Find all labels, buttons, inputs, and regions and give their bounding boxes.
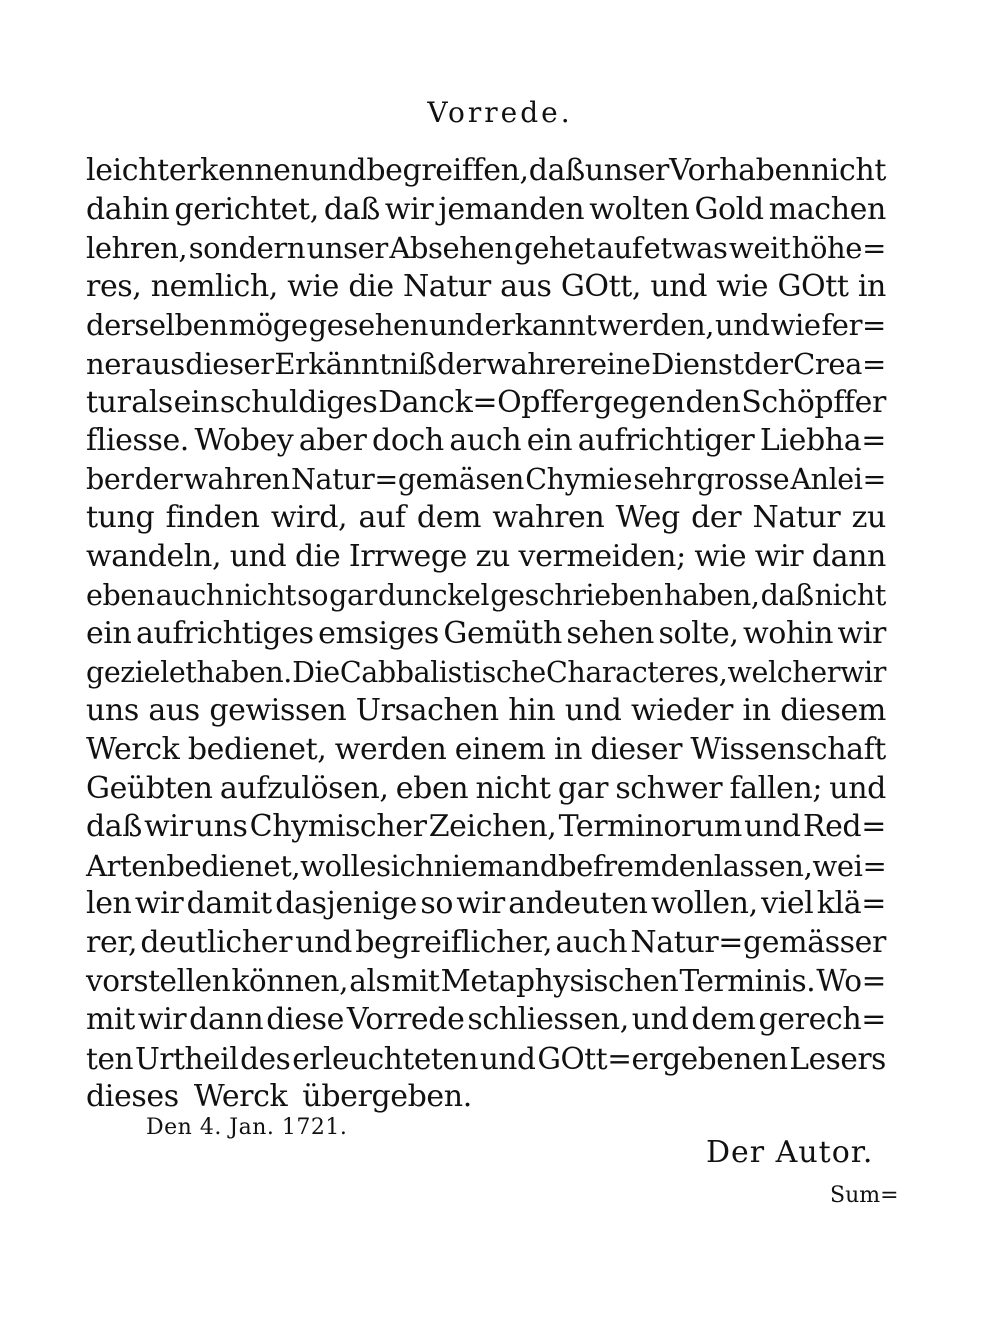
text-line: Werck bedienet, werden einem in dieser Wissenschaft xyxy=(86,731,886,767)
text-line: fliesse. Wobey aber doch auch ein aufrichtiger Liebha= xyxy=(86,423,886,459)
text-line: Geübten aufzulösen, eben nicht gar schwer fallen; und xyxy=(86,770,886,806)
text-line: tung finden wird, auf dem wahren Weg der Natur zu xyxy=(86,500,886,536)
text-line: mit wir dann diese Vorrede schliessen, und dem gerech= xyxy=(86,1002,886,1038)
catchword: Sum= xyxy=(830,1183,899,1208)
text-line: dieses Werck übergeben. xyxy=(86,1079,472,1115)
text-line: ten Urtheil des erleuchteten und GOtt=ergebenen Lesers xyxy=(86,1041,886,1076)
text-line: ner aus dieser Erkänntniß der wahre reine Dienst der Crea= xyxy=(86,346,886,381)
text-line: eben auch nicht so gar dunckel geschrieben haben, daß nicht xyxy=(86,578,886,612)
text-line: leicht erkennen und begreiffen, daß unser Vorhaben nicht xyxy=(86,153,886,188)
text-line: lehren, sondern unser Absehen gehet auf etwas weit höhe= xyxy=(86,231,886,266)
text-line: daß wir uns Chymischer Zeichen, Terminorum und Red= xyxy=(86,809,886,845)
text-line: vorstellen können, als mit Metaphysischen Terminis. Wo= xyxy=(86,964,886,999)
author-signature: Der Autor. xyxy=(706,1135,874,1170)
preface-body-text xyxy=(86,152,886,1117)
text-line: len wir damit dasjenige so wir andeuten wollen, viel klä= xyxy=(86,886,886,922)
running-title: Vorrede. xyxy=(427,96,573,129)
text-line: res, nemlich, wie die Natur aus GOtt, und wie GOtt in xyxy=(86,268,886,304)
text-line: Arten bedienet, wolle sich niemand befremden lassen, wei= xyxy=(86,848,887,883)
text-line: rer, deutlicher und begreiflicher, auch Natur=gemässer xyxy=(86,924,886,960)
text-line: derselben möge gesehen und erkannt werden, und wie fer= xyxy=(86,308,886,343)
text-line: dahin gerichtet, daß wir jemanden wolten Gold machen xyxy=(86,191,886,227)
text-line: tur als ein schuldiges Danck=Opffer gegen den Schöpffer xyxy=(86,384,886,420)
text-line: gezielet haben. Die Cabbalistische Characteres, welcher wir xyxy=(86,655,886,689)
text-line: ein aufrichtiges emsiges Gemüth sehen solte, wohin wir xyxy=(86,616,886,652)
text-line: uns aus gewissen Ursachen hin und wieder in diesem xyxy=(86,693,886,729)
text-line: wandeln, und die Irrwege zu vermeiden; wie wir dann xyxy=(86,538,886,574)
date-line: Den 4. Jan. 1721. xyxy=(146,1115,348,1140)
text-line: ber der wahren Natur=gemäsen Chymie sehr grosse Anlei= xyxy=(86,462,886,496)
